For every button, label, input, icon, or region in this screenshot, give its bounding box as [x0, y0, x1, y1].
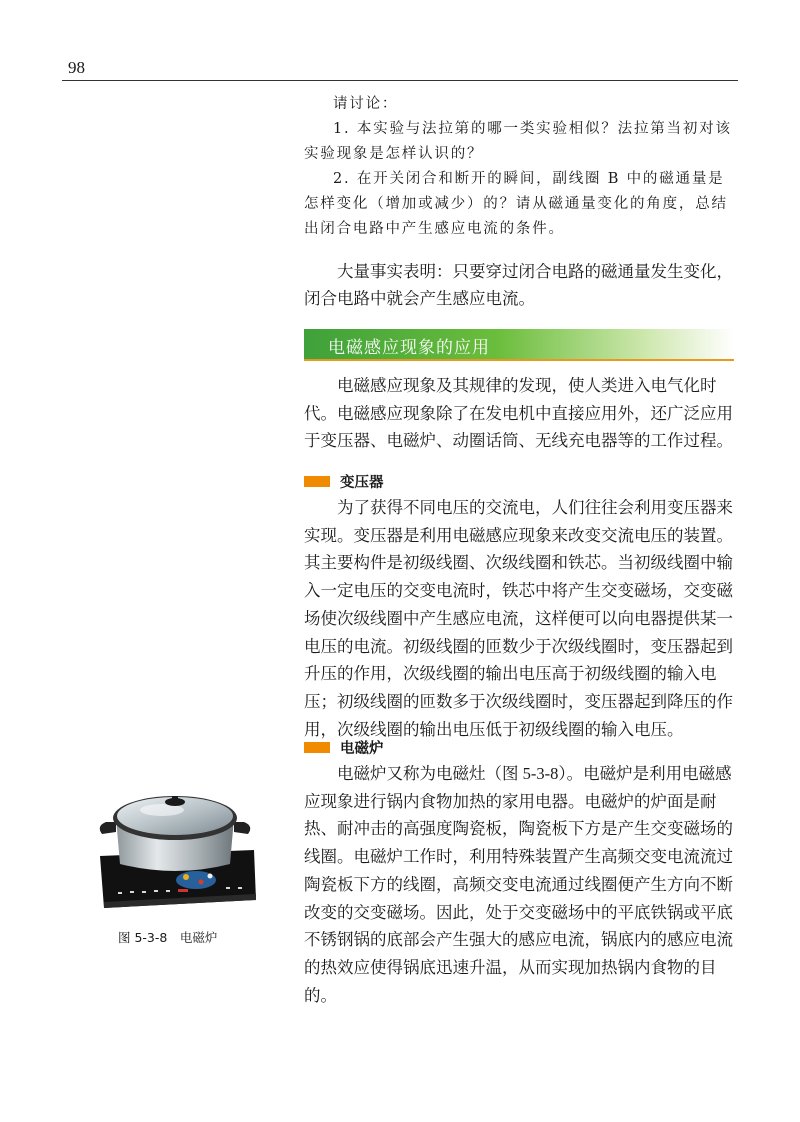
figure-caption: 图 5-3-8 电磁炉	[118, 930, 218, 945]
discussion-box	[304, 92, 738, 242]
transformer-section	[304, 494, 738, 743]
induction-cooker-section	[304, 760, 738, 1009]
section-intro	[304, 372, 738, 455]
conclusion-text: 大量事实表明：只要穿过闭合电路的磁通量发生变化，闭合电路中就会产生感应电流。	[304, 262, 733, 308]
induction-cooker-illustration	[86, 760, 264, 918]
section-intro-text: 电磁感应现象及其规律的发现，使人类进入电气化时代。电磁感应现象除了在发电机中直接应用外，还广泛应用于变压器、电磁炉、动圈话筒、无线充电器等的工作过程。	[304, 376, 733, 450]
conclusion-paragraph	[304, 258, 738, 312]
section-title: 电磁感应现象的应用	[328, 338, 490, 358]
discussion-question-1: 1. 本实验与法拉第的哪一类实验相似？法拉第当初对该实验现象是怎样认识的？	[304, 121, 732, 162]
induction-cooker-body: 电磁炉又称为电磁灶（图 5-3-8）。电磁炉是利用电磁感应现象进行锅内食物加热的家用电器。电磁炉的炉面是耐热、耐冲击的高强度陶瓷板，陶瓷板下方是产生交变磁场的线圈。电磁炉工作时，利用特殊装置产生高频交变电流流过陶瓷板下方的线圈，高频交变电流通过线圈便产生方向不断改变的交变磁场。因此，处于交变磁场中的平底铁锅或平底不锈钢锅的底部会产生强大的感应电流，锅底内的感应电流的热效应使得锅底迅速升温，从而实现加热锅内食物的目的。	[304, 764, 733, 1005]
transformer-heading	[304, 472, 384, 490]
induction-cooker-heading	[304, 738, 384, 756]
discussion-question-2: 2. 在开关闭合和断开的瞬间，副线圈 B 中的磁通量是怎样变化（增加或减少）的？请从磁通量变化的角度，总结出闭合电路中产生感应电流的条件。	[304, 171, 728, 237]
heading-marker-icon	[304, 476, 330, 487]
page-number: 98	[68, 58, 85, 77]
induction-cooker-heading-text: 电磁炉	[340, 740, 384, 757]
induction-cooker-figure	[86, 760, 264, 918]
section-banner	[304, 329, 734, 361]
discussion-prompt: 请讨论：	[333, 96, 399, 112]
transformer-heading-text: 变压器	[340, 474, 384, 491]
heading-marker-icon	[304, 742, 330, 753]
header-rule	[62, 80, 738, 81]
transformer-body: 为了获得不同电压的交流电，人们往往会利用变压器来实现。变压器是利用电磁感应现象来改变交流电压的装置。其主要构件是初级线圈、次级线圈和铁芯。当初级线圈中输入一定电压的交变电流时，铁芯中将产生交变磁场，交变磁场使次级线圈中产生感应电流，这样便可以向电器提供某一电压的电流。初级线圈的匝数少于次级线圈时，变压器起到升压的作用，次级线圈的输出电压高于初级线圈的输入电压；初级线圈的匝数多于次级线圈时，变压器起到降压的作用，次级线圈的输出电压低于初级线圈的输入电压。	[304, 498, 733, 739]
